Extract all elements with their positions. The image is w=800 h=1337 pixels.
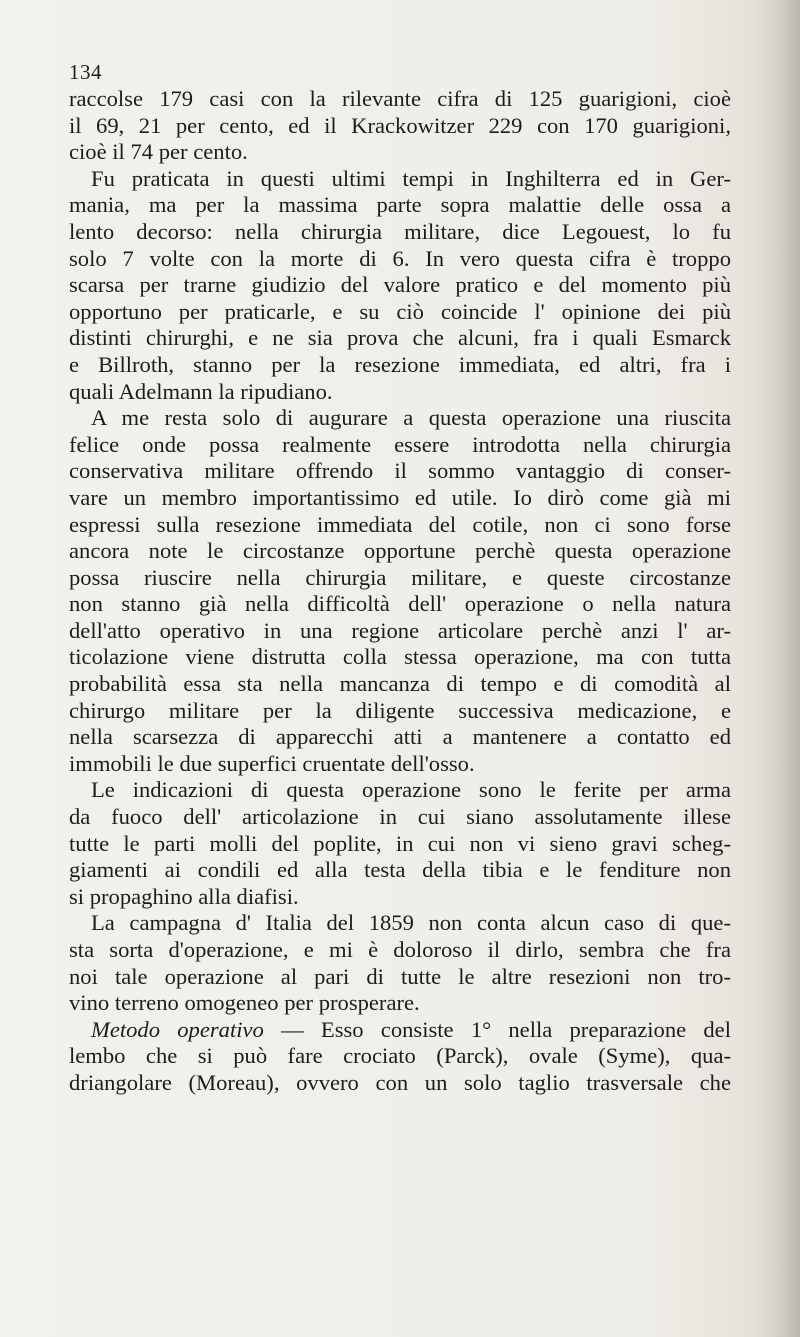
text-line: raccolse 179 casi con la rilevante cifra di 125 guarigioni, cioè [69, 86, 731, 111]
text-line: noi tale operazione al pari di tutte le altre resezioni non tro- [69, 963, 731, 989]
text-line: chirurgo militare per la diligente successiva medicazione, e [69, 697, 731, 723]
text-line: vare un membro importantissimo ed utile. Io dirò come già mi [69, 484, 731, 510]
text-line: si propaghino alla diafisi. [69, 883, 299, 909]
text-line: distinti chirurghi, e ne sia prova che alcuni, fra i quali Esmarck [69, 325, 731, 351]
text-line: cioè il 74 per cento. [69, 139, 248, 165]
text-line: lento decorso: nella chirurgia militare, dice Legouest, lo fu [69, 218, 731, 244]
text-line: il 69, 21 per cento, ed il Krackowitzer 229 con 170 guarigioni, [69, 112, 731, 138]
text-line: conservativa militare offrendo il sommo vantaggio di conser- [69, 458, 731, 484]
text-line: ancora note le circostanze opportune perchè questa operazione [69, 538, 731, 564]
text-line: da fuoco dell' articolazione in cui siano assolutamente illese [69, 804, 731, 830]
text-line: tutte le parti molli del poplite, in cui non vi sieno gravi scheg- [69, 830, 731, 856]
text-line: dell'atto operativo in una regione articolare perchè anzi l' ar- [69, 617, 731, 643]
text-line: non stanno già nella difficoltà dell' operazione o nella natura [69, 591, 731, 617]
text-line: probabilità essa sta nella mancanza di tempo e di comodità al [69, 671, 731, 697]
text-line: quali Adelmann la ripudiano. [69, 378, 333, 404]
text-line: sta sorta d'operazione, e mi è doloroso il dirlo, sembra che fra [69, 937, 731, 962]
text-line: opportuno per praticarle, e su ciò coincide l' opinione dei più [69, 298, 731, 324]
text-line: espressi sulla resezione immediata del cotile, non ci sono forse [69, 511, 731, 537]
text-line: mania, ma per la massima parte sopra malattie delle ossa a [69, 192, 731, 218]
text-line: scarsa per trarne giudizio del valore pratico e del momento più [69, 272, 731, 298]
text-line: solo 7 volte con la morte di 6. In vero questa cifra è troppo [69, 245, 731, 271]
text-line: Le indicazioni di questa operazione sono le ferite per arma [91, 777, 731, 803]
text-line: e Billroth, stanno per la resezione immediata, ed altri, fra i [69, 351, 731, 377]
text-line: Fu praticata in questi ultimi tempi in Inghilterra ed in Ger- [91, 165, 731, 191]
text-line: possa riuscire nella chirurgia militare, e queste circostanze [69, 564, 731, 590]
text-line: driangolare (Moreau), ovvero con un solo taglio trasversale che [69, 1069, 731, 1095]
final-paragraph-line [69, 1017, 731, 1044]
text-line: felice onde possa realmente essere introdotta nella chirurgia [69, 431, 731, 457]
text-line: immobili le due superfici cruentate dell'osso. [69, 750, 475, 776]
text-line: A me resta solo di augurare a questa operazione una riuscita [91, 405, 731, 431]
text-line: giamenti ai condili ed alla testa della tibia e le fenditure non [69, 857, 731, 883]
section-lead: Metodo operativo [91, 1016, 264, 1042]
text-line: vino terreno omogeneo per prosperare. [69, 990, 420, 1016]
text-line: ticolazione viene distrutta colla stessa operazione, ma con tutta [69, 644, 731, 670]
text-line: lembo che si può fare crociato (Parck), ovale (Syme), qua- [69, 1043, 731, 1069]
text-line: nella scarsezza di apparecchi atti a mantenere a contatto ed [69, 724, 731, 750]
section-lead-rest: — Esso consiste 1° nella preparazione del [263, 1016, 731, 1042]
body-text [69, 86, 731, 1097]
page-edge-shadow [756, 0, 800, 1337]
text-line: La campagna d' Italia del 1859 non conta alcun caso di que- [91, 910, 731, 936]
page-number: 134 [69, 60, 102, 84]
